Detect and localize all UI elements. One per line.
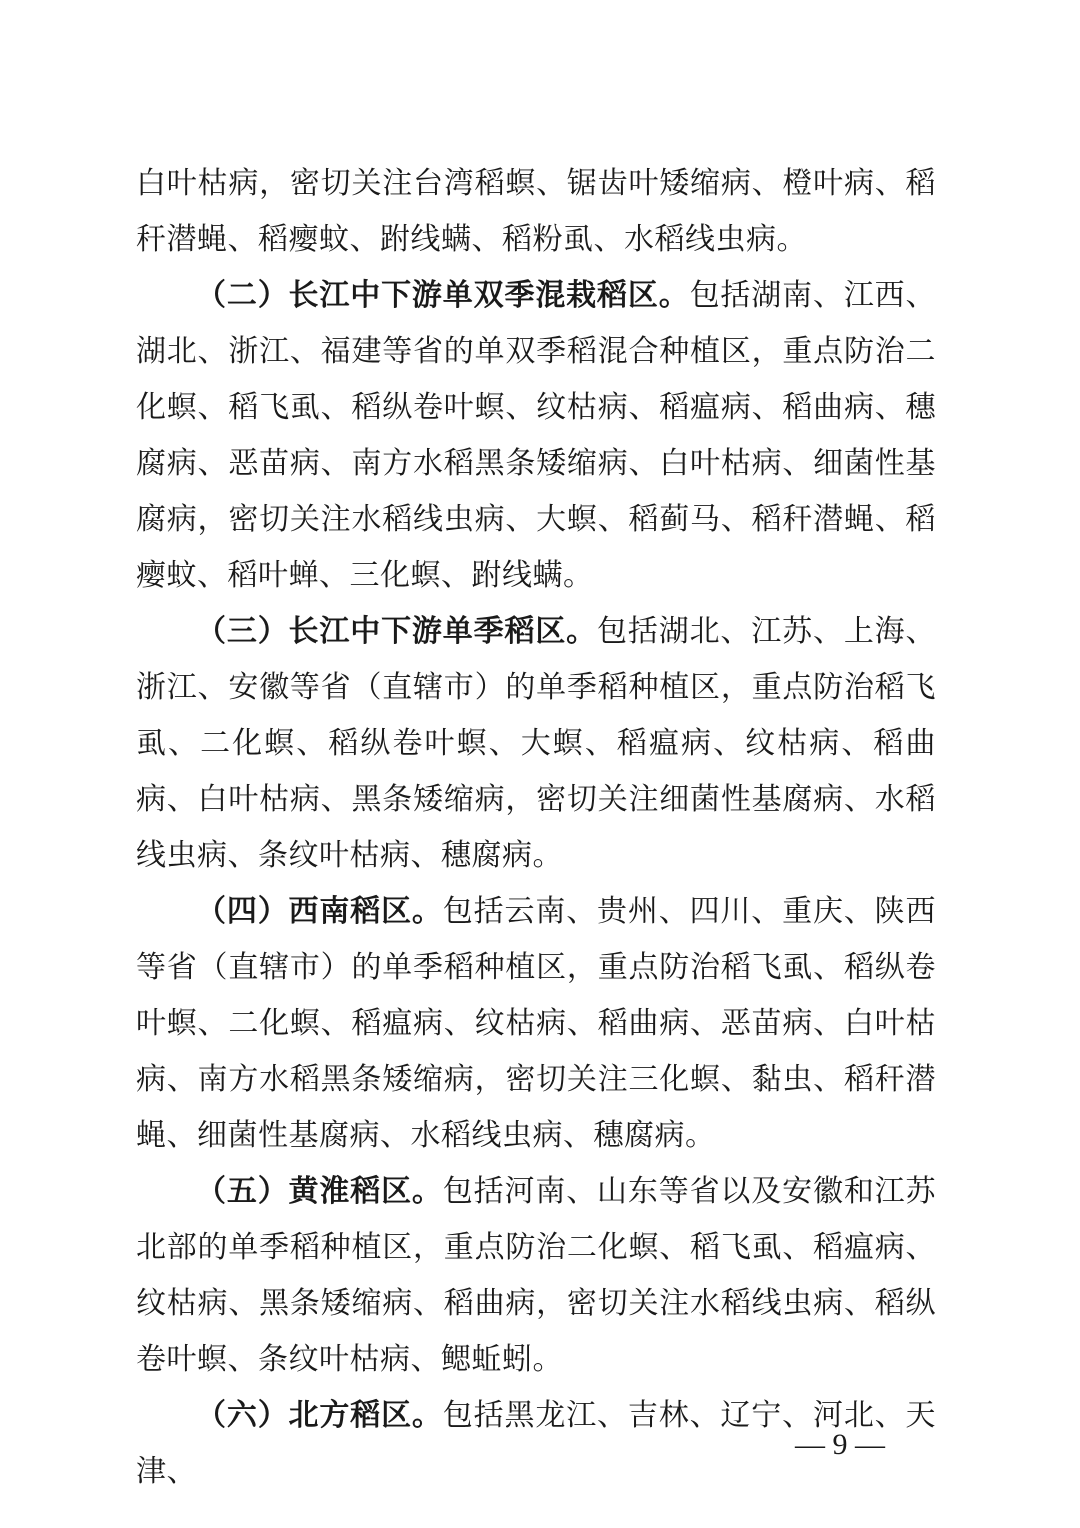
paragraph-text: 包括湖南、江西、湖北、浙江、福建等省的单双季稻混合种植区，重点防治二化螟、稻飞虱、稻纵卷叶螟、纹枯病、稻瘟病、稻曲病、穗腐病、恶苗病、南方水稻黑条矮缩病、白叶枯病、细菌性基腐病，密切关注水稻线虫病、大螟、稻蓟马、稻秆潜蝇、稻瘿蚊、稻叶蝉、三化螟、跗线螨。 [136,278,937,593]
paragraph-text: 包括湖北、江苏、上海、浙江、安徽等省（直辖市）的单季稻种植区，重点防治稻飞虱、二化螟、稻纵卷叶螟、大螟、稻瘟病、纹枯病、稻曲病、白叶枯病、黑条矮缩病，密切关注细菌性基腐病、水稻线虫病、条纹叶枯病、穗腐病。 [136,614,937,873]
section-heading: （二）长江中下游单双季混栽稻区。 [196,278,690,313]
section-heading: （三）长江中下游单季稻区。 [196,614,598,649]
paragraph-text: 包括河南、山东等省以及安徽和江苏北部的单季稻种植区，重点防治二化螟、稻飞虱、稻瘟病、纹枯病、黑条矮缩病、稻曲病，密切关注水稻线虫病、稻纵卷叶螟、条纹叶枯病、鳃蚯蚓。 [136,1174,937,1377]
paragraph-text: 包括云南、贵州、四川、重庆、陕西等省（直辖市）的单季稻种植区，重点防治稻飞虱、稻纵卷叶螟、二化螟、稻瘟病、纹枯病、稻曲病、恶苗病、白叶枯病、南方水稻黑条矮缩病，密切关注三化螟、黏虫、稻秆潜蝇、细菌性基腐病、水稻线虫病、穗腐病。 [136,894,937,1153]
section-heading: （四）西南稻区。 [196,894,443,929]
section-heading: （六）北方稻区。 [196,1398,443,1433]
paragraph-continuation [136,156,936,268]
page-number [0,1428,1080,1462]
paragraph-text: 包括黑龙江、吉林、辽宁、河北、天津、 [136,1398,937,1489]
body-text [136,156,936,1500]
paragraph-region-2 [136,268,936,604]
section-heading: （五）黄淮稻区。 [196,1174,443,1209]
paragraph-text: 白叶枯病，密切关注台湾稻螟、锯齿叶矮缩病、橙叶病、稻秆潜蝇、稻瘿蚊、跗线螨、稻粉虱、水稻线虫病。 [136,166,936,257]
paragraph-region-5 [136,1164,936,1388]
page-number-text: — 9 — [795,1428,885,1461]
paragraph-region-4 [136,884,936,1164]
paragraph-region-3 [136,604,936,884]
